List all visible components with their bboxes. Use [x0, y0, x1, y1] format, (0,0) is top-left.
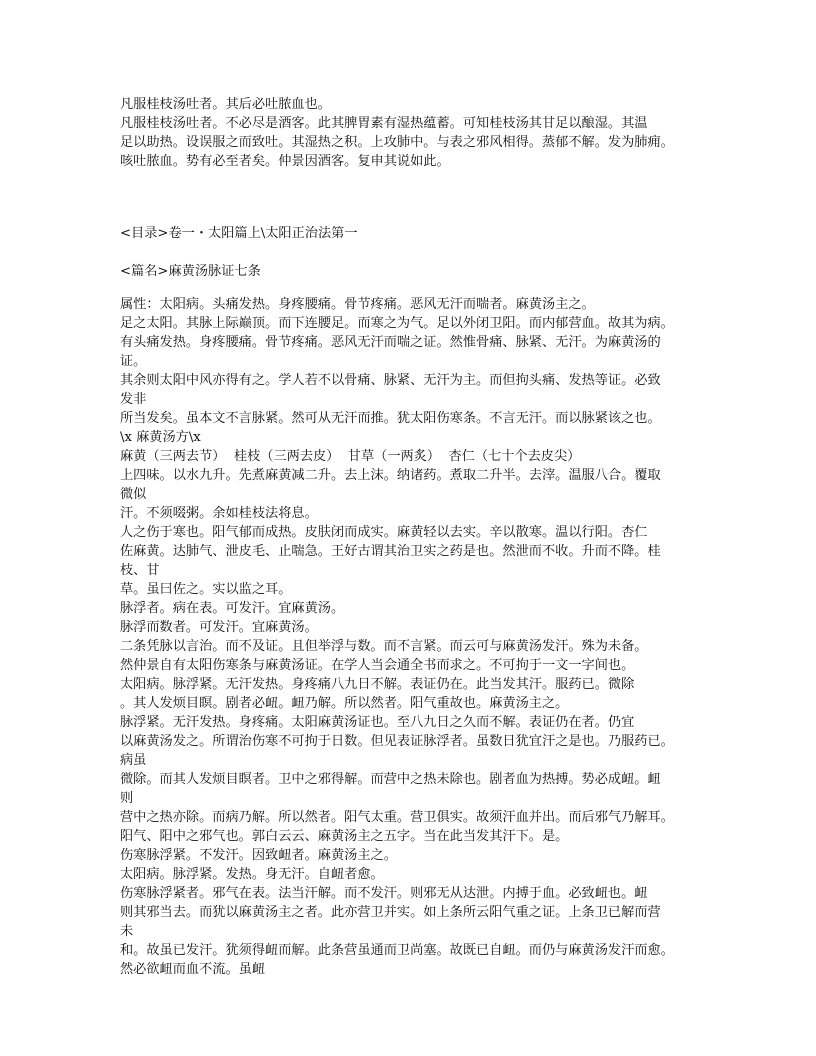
chapter-title-line: <篇名>麻黄汤脉证七条 — [120, 264, 261, 279]
text-line: 二条凭脉以言治。而不及证。且但举浮与数。而不言紧。而云可与麻黄汤发汗。殊为未备。 — [120, 639, 648, 654]
text-line: 脉浮紧。无汗发热。身疼痛。太阳麻黄汤证也。至八九日之久而不解。表证仍在者。仍宜 — [120, 715, 635, 730]
text-line: 太阳病。脉浮紧。无汗发热。身疼痛八九日不解。表证仍在。此当发其汗。服药已。微除 — [120, 677, 635, 692]
catalog-line: <目录>卷一・太阳篇上\太阳正治法第一 — [120, 226, 358, 241]
text-line: 足之太阳。其脉上际巅顶。而下连腰足。而寒之为气。足以外闭卫阳。而内郁营血。故其为病。 — [120, 316, 674, 331]
text-line: 属性：太阳病。头痛发热。身疼腰痛。骨节疼痛。恶风无汗而喘者。麻黄汤主之。 — [120, 297, 595, 312]
text-line: 微似 — [120, 487, 147, 502]
text-line: 发非 — [120, 392, 147, 407]
text-line: 然必欲衄而血不流。虽衄 — [120, 962, 266, 977]
text-line: 则其邪当去。而犹以麻黄汤主之者。此亦营卫并实。如上条所云阳气重之证。上条卫已解而营 — [120, 905, 661, 920]
text-line: 汗。不须啜粥。余如桂枝法将息。 — [120, 506, 318, 521]
text-line: 咳吐脓血。势有必至者矣。仲景因酒客。复申其说如此。 — [120, 154, 450, 169]
text-line: 佐麻黄。达肺气、泄皮毛、止喘急。王好古谓其治卫实之药是也。然泄而不收。升而不降。桂 — [120, 544, 661, 559]
text-line: 脉浮而数者。可发汗。宜麻黄汤。 — [120, 620, 318, 635]
catalog-heading — [120, 224, 700, 243]
text-line: 则 — [120, 791, 134, 806]
text-line: \x 麻黄汤方\x — [120, 430, 201, 445]
text-line: 凡服桂枝汤吐者。不必尽是酒客。此其脾胃素有湿热蕴蓄。可知桂枝汤其甘足以酿湿。其温 — [120, 116, 648, 131]
text-line: 伤寒脉浮紧。不发汗。因致衄者。麻黄汤主之。 — [120, 848, 397, 863]
text-line: 麻黄（三两去节） 桂枝（三两去皮） 甘草（一两炙） 杏仁（七十个去皮尖） — [120, 449, 581, 464]
text-line: 微除。而其人发烦目瞑者。卫中之邪得解。而营中之热未除也。剧者血为热搏。势必成衄。衄 — [120, 772, 661, 787]
text-line: 太阳病。脉浮紧。发热。身无汗。自衄者愈。 — [120, 867, 384, 882]
text-line: 阳气、阳中之邪气也。郭白云云、麻黄汤主之五字。当在此当发其汗下。是。 — [120, 829, 569, 844]
section-b — [120, 295, 700, 979]
text-line: 凡服桂枝汤吐者。其后必吐脓血也。 — [120, 97, 331, 112]
text-line: 草。虽曰佐之。实以监之耳。 — [120, 582, 292, 597]
text-line: 脉浮者。病在表。可发汗。宜麻黄汤。 — [120, 601, 345, 616]
text-line: 证。 — [120, 354, 147, 369]
section-a — [120, 95, 700, 171]
text-line: 枝、甘 — [120, 563, 160, 578]
text-line: 。其人发烦目瞑。剧者必衄。衄乃解。所以然者。阳气重故也。麻黄汤主之。 — [120, 696, 569, 711]
text-line: 未 — [120, 924, 134, 939]
text-line: 病虽 — [120, 753, 147, 768]
text-line: 足以助热。设误服之而致吐。其湿热之积。上攻肺中。与表之邪风相得。蒸郁不解。发为肺痈。 — [120, 135, 674, 150]
text-line: 所当发矣。虽本文不言脉紧。然可从无汗而推。犹太阳伤寒条。不言无汗。而以脉紧该之也。 — [120, 411, 661, 426]
text-line: 然仲景自有太阳伤寒条与麻黄汤证。在学人当会通全书而求之。不可拘于一文一字间也。 — [120, 658, 635, 673]
text-line: 人之伤于寒也。阳气郁而成热。皮肤闭而成实。麻黄轻以去实。辛以散寒。温以行阳。杏仁 — [120, 525, 648, 540]
text-line: 有头痛发热。身疼腰痛。骨节疼痛。恶风无汗而喘之证。然惟骨痛、脉紧、无汗。为麻黄汤的 — [120, 335, 661, 350]
text-line: 伤寒脉浮紧者。邪气在表。法当汗解。而不发汗。则邪无从达泄。内搏于血。必致衄也。衄 — [120, 886, 648, 901]
text-line: 营中之热亦除。而病乃解。所以然者。阳气太重。营卫俱实。故须汗血并出。而后邪气乃解耳。 — [120, 810, 674, 825]
text-line: 其余则太阳中风亦得有之。学人若不以骨痛、脉紧、无汗为主。而但拘头痛、发热等证。必致 — [120, 373, 661, 388]
chapter-heading — [120, 262, 700, 281]
text-line: 和。故虽已发汗。犹须得衄而解。此条营虽通而卫尚塞。故既已自衄。而仍与麻黄汤发汗而愈。 — [120, 943, 674, 958]
text-line: 以麻黄汤发之。所谓治伤寒不可拘于日数。但见表证脉浮者。虽数日犹宜汗之是也。乃服药已。 — [120, 734, 674, 749]
text-line: 上四味。以水九升。先煮麻黄减二升。去上沫。纳诸药。煮取二升半。去滓。温服八合。覆取 — [120, 468, 661, 483]
